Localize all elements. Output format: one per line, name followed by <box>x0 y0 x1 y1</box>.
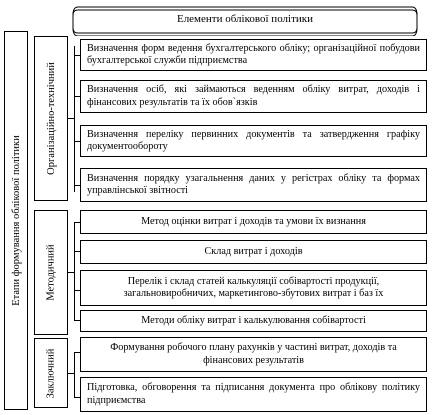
group-label-box-methodical <box>34 210 68 335</box>
group-label-box-organizational <box>34 36 68 201</box>
group-label-box-final <box>34 338 68 408</box>
connector-vertical <box>74 352 75 397</box>
connector-vertical <box>74 46 75 192</box>
connector-vertical <box>74 222 75 320</box>
connector <box>68 272 74 273</box>
stages-label: Етапи формування облікової політики <box>10 135 22 306</box>
diagram-title: Елементи облікової політики <box>176 13 314 25</box>
item-text: Формування робочого плану рахунків у частині витрат, доходів та фінансових результатів <box>110 342 397 366</box>
item-text: Визначення осіб, які займаються веденням обліку витрат, доходів і фінансових результатів та їх обов`язків <box>87 84 420 108</box>
list-item <box>80 210 427 234</box>
group-label-methodical: Методичний <box>45 244 57 301</box>
item-text: Метод оцінки витрат і доходів та умови їх визнання <box>141 215 366 227</box>
item-text: Підготовка, обговорення та підписання документа про облікову політику підприємства <box>87 382 420 406</box>
item-text: Методи обліку витрат і калькулювання собівартості <box>141 314 366 326</box>
title-scroll <box>70 6 420 36</box>
item-text: Визначення форм ведення бухгалтерського обліку; організаційної побудови бухгалтерської служби підприємства <box>87 42 420 66</box>
list-item <box>80 125 427 157</box>
list-item <box>80 270 427 306</box>
list-item <box>80 337 427 372</box>
list-item <box>80 310 427 332</box>
stages-label-box <box>4 31 28 410</box>
list-item <box>80 80 427 113</box>
item-text: Склад витрат і доходів <box>204 245 303 257</box>
item-text: Визначення переліку первинних документів та затвердження графіку документообороту <box>87 128 420 152</box>
list-item <box>80 39 427 71</box>
item-text: Визначення порядку узагальнення даних у регістрах обліку та формах управлінської звітності <box>87 172 420 196</box>
group-label-organizational: Організаційно-технічний <box>45 62 57 175</box>
item-text: Перелік і склад статей калькуляції собівартості продукції, загальновиробничих, маркетингово-збутових витрат і баз їх <box>123 275 384 299</box>
list-item <box>80 168 427 202</box>
connector <box>68 118 74 119</box>
group-label-final: Заключний <box>45 348 57 398</box>
connector <box>68 373 74 374</box>
list-item <box>80 377 427 412</box>
list-item <box>80 240 427 264</box>
